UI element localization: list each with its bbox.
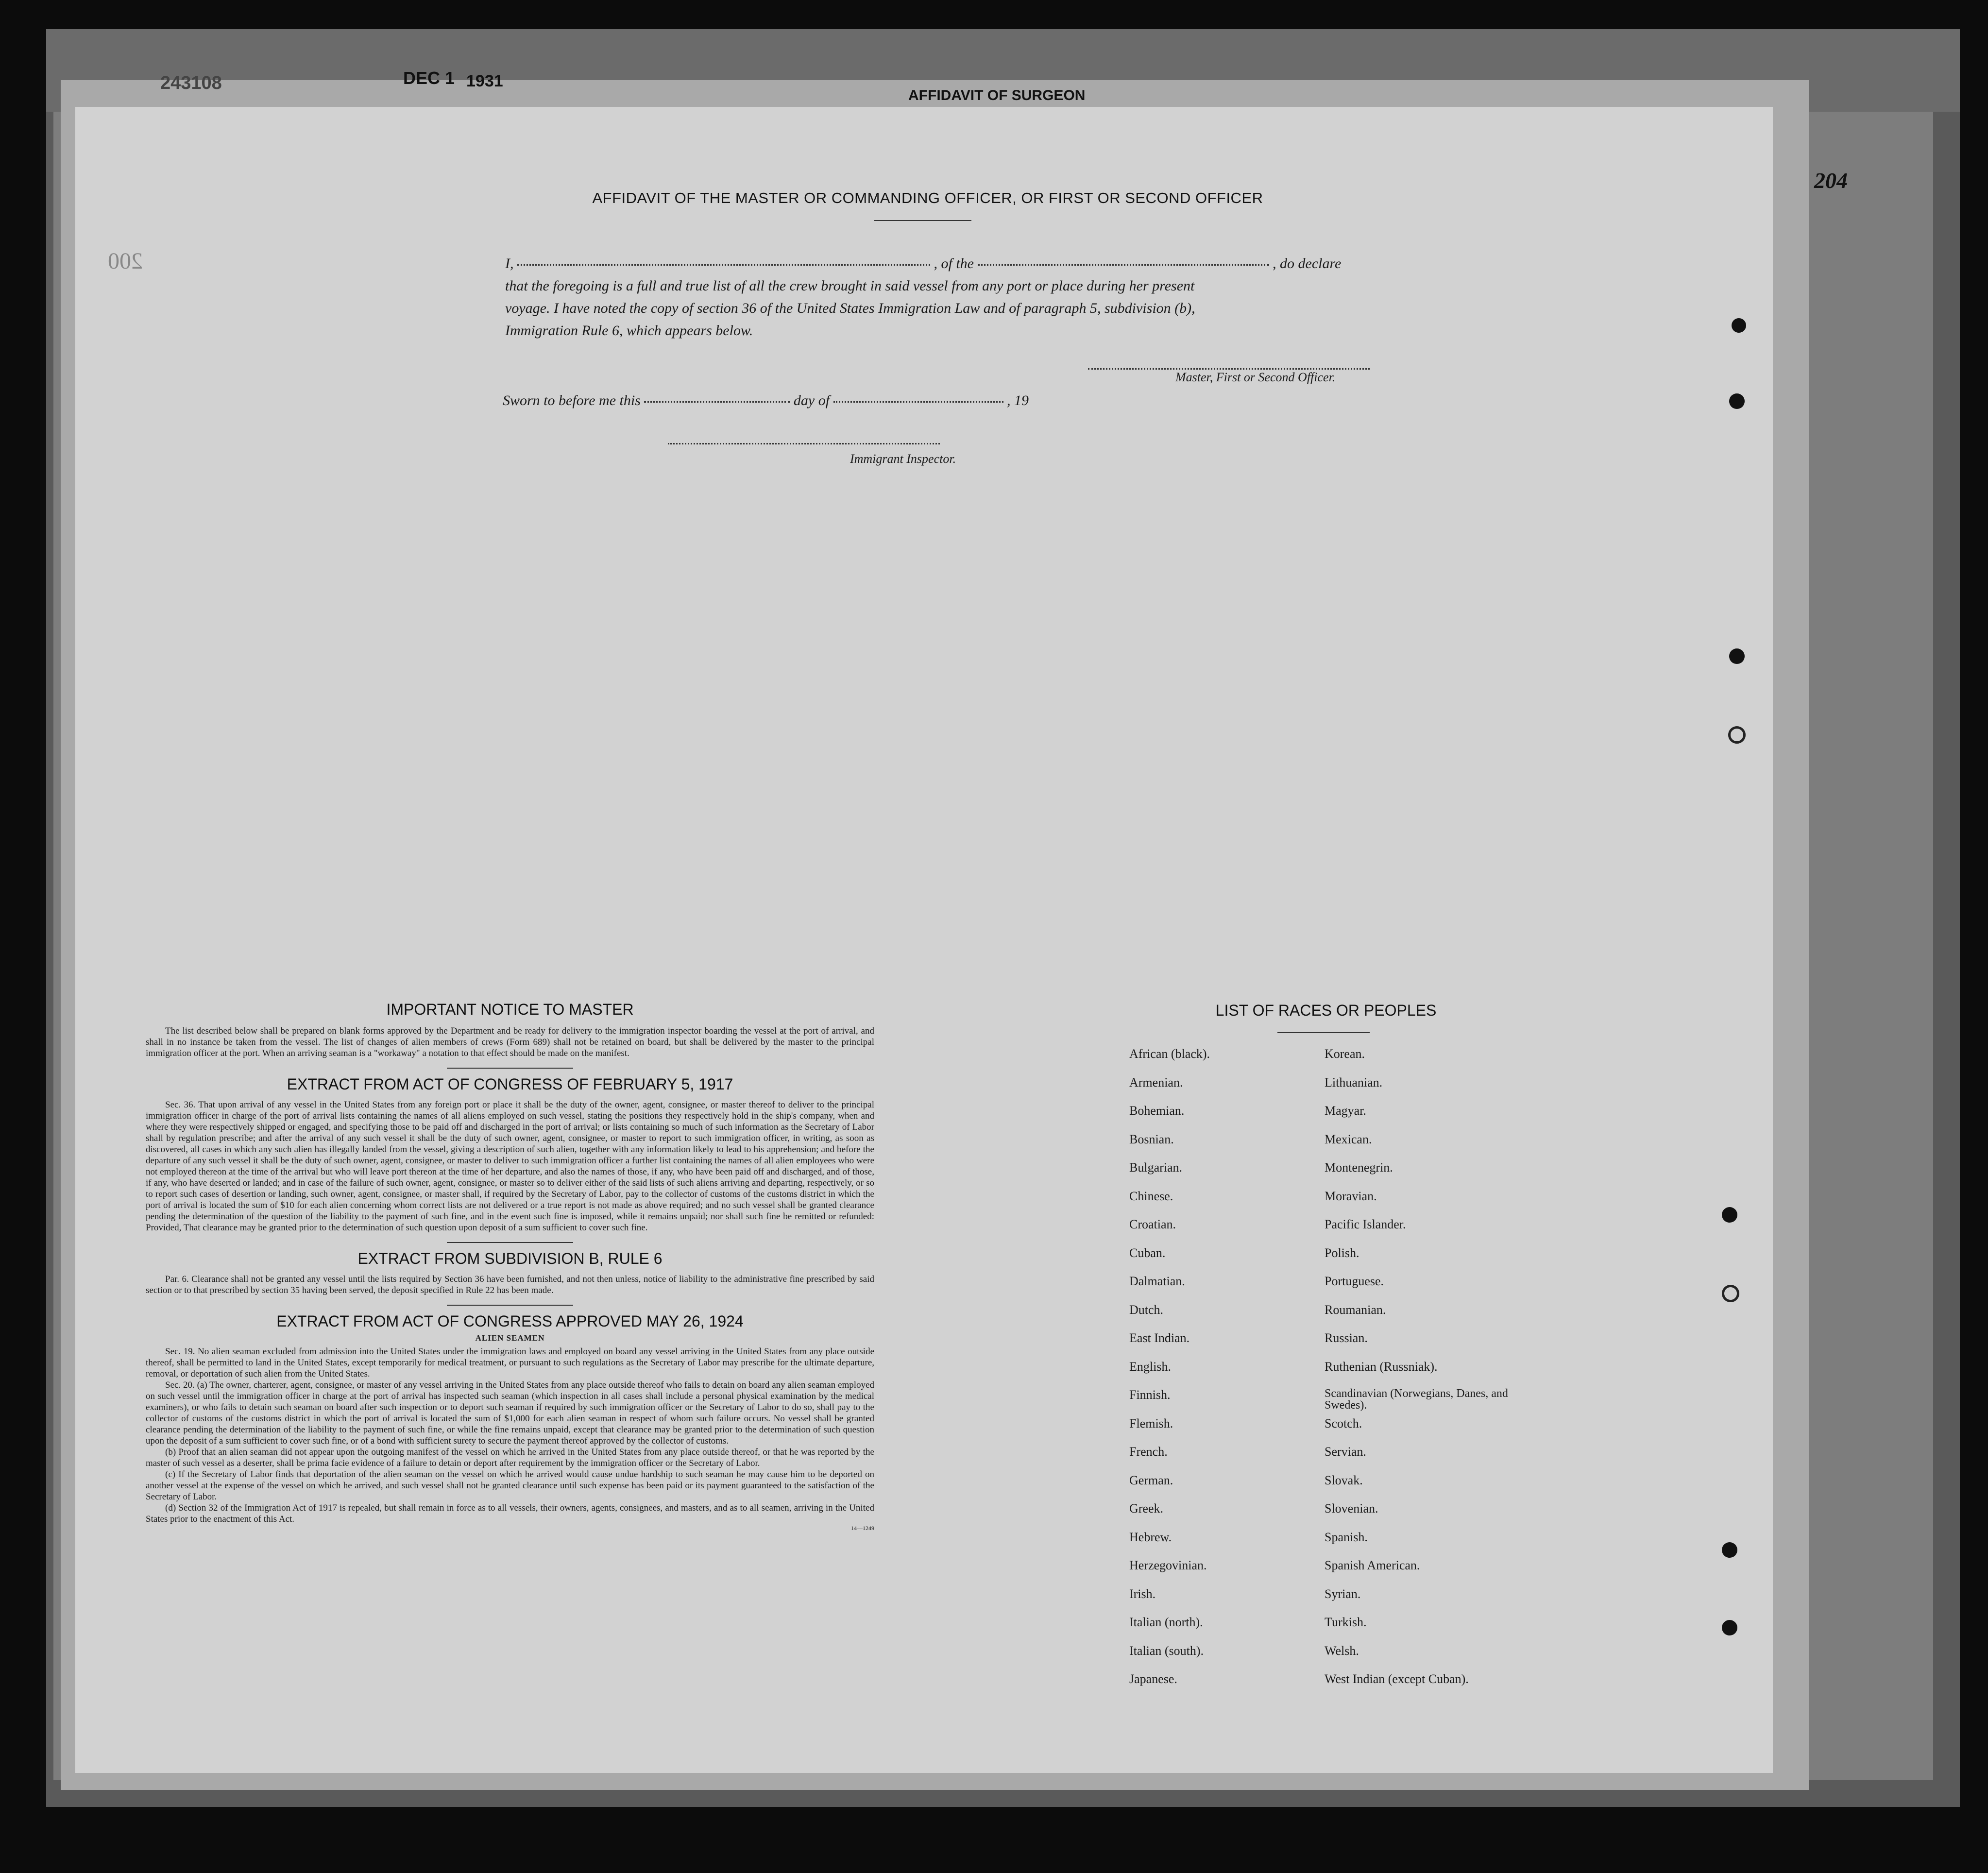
race-item: Ruthenian (Russniak). — [1325, 1359, 1438, 1374]
race-item: Mexican. — [1325, 1132, 1372, 1146]
header-title: AFFIDAVIT OF SURGEON — [908, 87, 1086, 103]
extract-1924-title: EXTRACT FROM ACT OF CONGRESS APPROVED MAY 26, 1924 — [276, 1312, 744, 1330]
race-item: Bosnian. — [1129, 1132, 1174, 1146]
races-right-column — [1325, 1047, 1519, 1701]
declaration-line-4: Immigration Rule 6, which appears below. — [505, 323, 753, 339]
race-item: Herzegovinian. — [1129, 1558, 1207, 1572]
name-blank — [517, 264, 930, 266]
race-item: Russian. — [1325, 1331, 1368, 1345]
race-item: Moravian. — [1325, 1189, 1377, 1203]
declaration-line-3: voyage. I have noted the copy of section 36 of the United States Immigration Law and of paragraph 5, subdivision (b), — [505, 300, 1195, 316]
race-item: Bulgarian. — [1129, 1160, 1183, 1175]
race-item: German. — [1129, 1473, 1173, 1487]
signature-label: Master, First or Second Officer. — [1175, 370, 1336, 384]
punch-hole — [1728, 726, 1746, 744]
race-item: Spanish. — [1325, 1530, 1368, 1544]
punch-hole — [1722, 1620, 1737, 1635]
race-item: Scandinavian (Norwegians, Danes, and Swedes). — [1325, 1387, 1508, 1412]
inspector-label: Immigrant Inspector. — [850, 452, 956, 466]
extract-rule6-text: Par. 6. Clearance shall not be granted any vessel until the lists required by Section 36 have been furnished, and not then unless, notice of liability to the administrative fine prescribed by said section or to that prescribed by section 35 having been served, the deposit specified in Rule 22 has been made. — [146, 1274, 874, 1295]
race-item: African (black). — [1129, 1047, 1210, 1061]
punch-hole — [1729, 393, 1745, 409]
notice-title: IMPORTANT NOTICE TO MASTER — [386, 1001, 634, 1018]
race-item: Portuguese. — [1325, 1274, 1384, 1288]
stamp-year: 1931 — [466, 72, 503, 90]
signature-line — [1088, 368, 1370, 370]
declaration — [505, 253, 1399, 342]
declaration-line-1: I, , of the , do declare — [505, 255, 1342, 272]
race-item: Italian (north). — [1129, 1615, 1203, 1629]
race-item: French. — [1129, 1445, 1168, 1459]
punch-hole — [1722, 1285, 1739, 1302]
notice-text: The list described below shall be prepared on blank forms approved by the Department and be ready for delivery to the immigration inspector boarding the vessel at the port of arrival, and shall in no instance be taken from the vessel. The list of changes of alien members of crews (Form 689) shall not be retained on board, but shall be delivered by the master to the principal immigration officer at the port. When an arriving seaman is a "workaway" a notation to that effect should be made on the manifest. — [146, 1026, 874, 1058]
month-blank — [833, 401, 1003, 403]
divider — [447, 1068, 573, 1069]
race-item: Servian. — [1325, 1445, 1366, 1459]
race-item: Lithuanian. — [1325, 1075, 1383, 1090]
race-item: Turkish. — [1325, 1615, 1367, 1629]
extract-1924-p1: Sec. 19. No alien seaman excluded from admission into the United States under the immigration laws and employed on board any vessel arriving in the United States from any place outside thereof, shall be permitted to land in the United States, except temporarily for medical treatment, or pursuant to such regulations as the Secretary of Labor may prescribe for the ultimate departure, removal, or deportation of such alien from the United States. — [146, 1346, 874, 1379]
race-item: Scotch. — [1325, 1416, 1362, 1430]
race-item: Italian (south). — [1129, 1643, 1204, 1658]
day-blank — [644, 401, 790, 403]
extract-1924-p2: Sec. 20. (a) The owner, charterer, agent, consignee, or master of any vessel arriving in the United States from any place outside thereof who fails to detain on board any alien seaman employed on such vessel until the immigration officer in charge at the port of arrival has inspected such seaman (which inspection in all cases shall include a personal physical examination by the medical examiners), or who fails to detain such seaman on board after such inspection or to deport such seaman if required by such immigration officer or the Secretary of Labor to do so, shall pay to the collector of customs of the customs district in which the port of arrival is located the sum of $1,000 for each alien seaman in respect of whom such failure occurs. No vessel shall be granted clearance pending the determination of the liability to the payment of such fine, or while the fine remains unpaid, except that clearance may be granted prior to the determination of such question upon the deposit of a sum sufficient to cover such fine, or of a bond with sufficient surety to secure the payment thereof approved by the collector of customs. — [146, 1380, 874, 1446]
race-item: Japanese. — [1129, 1672, 1177, 1686]
punch-hole — [1722, 1542, 1737, 1558]
divider — [1277, 1032, 1370, 1033]
extract-1924-p3: (b) Proof that an alien seaman did not appear upon the outgoing manifest of the vessel on which he arrived in the United States from any place outside thereof, or that he was reported by the master of such vessel as a deserter, shall be prima facie evidence of a failure to detain or deport after requirement by the immigration officer or the Secretary of Labor. — [146, 1447, 874, 1468]
race-item: Irish. — [1129, 1586, 1156, 1601]
form-number: 14—1249 — [851, 1525, 874, 1532]
race-item: Welsh. — [1325, 1643, 1359, 1658]
races-left-column — [1129, 1047, 1210, 1701]
extract-1924-p5: (d) Section 32 of the Immigration Act of 1917 is repealed, but shall remain in force as to all vessels, their owners, agents, consignees, and masters, and as to all seamen, arriving in the United States prior to the enactment of this Act. — [146, 1503, 874, 1524]
race-item: Magyar. — [1325, 1104, 1366, 1118]
stamp-number: 243108 — [160, 73, 222, 93]
race-item: Syrian. — [1325, 1586, 1361, 1601]
races-title: LIST OF RACES OR PEOPLES — [1215, 1002, 1437, 1019]
race-item: Spanish American. — [1325, 1558, 1420, 1572]
race-item: Roumanian. — [1325, 1302, 1386, 1317]
race-item: Flemish. — [1129, 1416, 1173, 1430]
race-item: Cuban. — [1129, 1245, 1166, 1260]
race-item: Hebrew. — [1129, 1530, 1172, 1544]
extract-1917-title: EXTRACT FROM ACT OF CONGRESS OF FEBRUARY 5, 1917 — [287, 1075, 733, 1093]
race-item: Dutch. — [1129, 1302, 1164, 1317]
extract-1924-subtitle: ALIEN SEAMEN — [475, 1333, 545, 1343]
race-item: Pacific Islander. — [1325, 1217, 1406, 1231]
declaration-line-2: that the foregoing is a full and true list of all the crew brought in said vessel from any port or place during her present — [505, 278, 1195, 294]
inspector-line — [668, 443, 940, 444]
punch-hole — [1729, 648, 1745, 664]
punch-hole — [1722, 1207, 1737, 1223]
divider — [874, 220, 971, 221]
extract-1917-text: Sec. 36. That upon arrival of any vessel in the United States from any foreign port or place it shall be the duty of the owner, agent, consignee, or master thereof to deliver to the principal immigration officer in charge of the port of arrival lists containing the names of all aliens employed on such vessel, stating the positions they respectively hold in the ship's company, when and where they were respectively shipped or engaged, and specifying those to be paid off and discharged in the port of arrival; or lists containing so much of such information as the Secretary of Labor shall by regulation prescribe; and after the arrival of any such vessel it shall be the duty of such owner, agent, consignee, or master to report to such immigration officer, in writing, as soon as discovered, all cases in which any such alien has illegally landed from the vessel, giving a description of such alien, together with any information likely to lead to his apprehension; and before the departure of any such vessel it shall be the duty of such owner, agent, consignee, or master to deliver to such immigration officer a further list containing the names of all alien employees who were not employed thereon at the time of the arrival but who will leave port thereon at the time of her departure, and also the names of those, if any, who have been paid off and discharged, and of those, if any, who have deserted or landed; and in case of the failure of such owner, agent, consignee, or master so to deliver either of the said lists of such aliens arriving and departing, respectively, or so to report such cases of desertion or landing, such owner, agent, consignee, or master shall, if required by the Secretary of Labor, pay to the collector of customs of the customs district in which the port of arrival is located the sum of $10 for each alien concerning whom correct lists are not delivered or a true report is not made as above required; and no such vessel shall be granted clearance pending the determination of the question of the liability to the payment of such fine, and in the event such fine is imposed, while it remains unpaid; nor shall such fine be remitted or refunded: Provided, That clearance may be granted prior to the determination of such question upon deposit of a sum sufficient to cover such fine. — [146, 1100, 874, 1233]
race-item: Greek. — [1129, 1501, 1164, 1515]
race-item: Finnish. — [1129, 1388, 1171, 1402]
race-item: West Indian (except Cuban). — [1325, 1672, 1469, 1686]
extract-1924-p4: (c) If the Secretary of Labor finds that deportation of the alien seaman on the vessel on which he arrived would cause undue hardship to such seaman he may cause him to be deported on another vessel at the expense of the vessel on which he arrived, and such vessel shall not be granted clearance until such expense has been paid or its payment guaranteed to the satisfaction of the Secretary of Labor. — [146, 1469, 874, 1502]
race-item: Montenegrin. — [1325, 1160, 1393, 1175]
extract-rule6-title: EXTRACT FROM SUBDIVISION B, RULE 6 — [357, 1250, 663, 1267]
divider — [447, 1242, 573, 1243]
sworn-line: Sworn to before me this day of , 19 — [503, 392, 1029, 409]
race-item: Korean. — [1325, 1047, 1365, 1061]
race-item: Bohemian. — [1129, 1104, 1185, 1118]
race-item: Croatian. — [1129, 1217, 1176, 1231]
race-item: Slovak. — [1325, 1473, 1363, 1487]
affidavit-title: AFFIDAVIT OF THE MASTER OR COMMANDING OFFICER, OR FIRST OR SECOND OFFICER — [592, 189, 1263, 206]
page-number: 204 — [1814, 168, 1848, 193]
divider — [447, 1305, 573, 1306]
margin-number: 200 — [108, 248, 143, 274]
race-item: Chinese. — [1129, 1189, 1173, 1203]
stamp-date: DEC 1 — [403, 68, 455, 88]
vessel-blank — [978, 264, 1269, 266]
race-item: Dalmatian. — [1129, 1274, 1185, 1288]
race-item: Slovenian. — [1325, 1501, 1378, 1515]
race-item: East Indian. — [1129, 1331, 1190, 1345]
race-item: English. — [1129, 1359, 1171, 1374]
punch-hole — [1732, 318, 1746, 333]
legal-column — [146, 1001, 874, 1532]
race-item: Armenian. — [1129, 1075, 1183, 1090]
race-item: Polish. — [1325, 1245, 1359, 1260]
